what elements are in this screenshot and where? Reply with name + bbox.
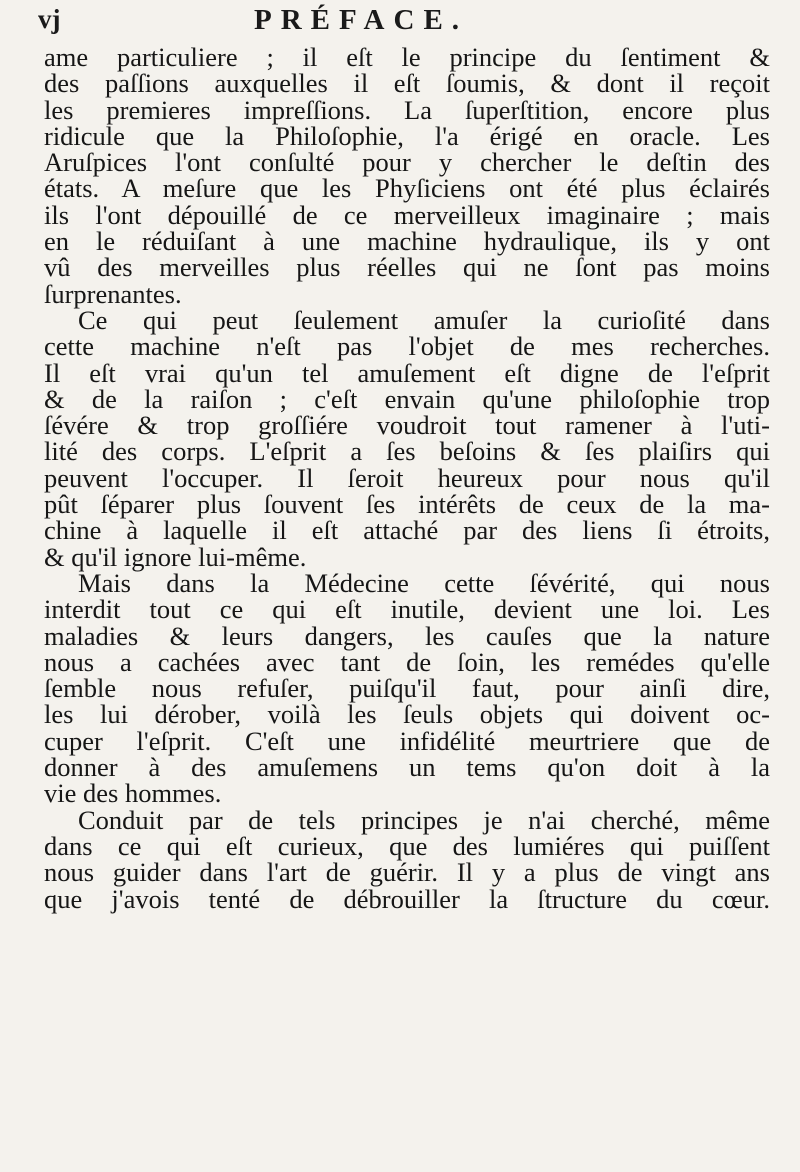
body-text	[44, 44, 770, 912]
text-line: ſévére & trop groſſiére voudroit tout ramener à l'uti-	[44, 410, 770, 441]
paragraph-1	[44, 44, 770, 307]
text-line: ſurprenantes.	[44, 278, 182, 309]
text-line: Il eſt vrai qu'un tel amuſement eſt digne de l'eſprit	[44, 357, 770, 388]
text-line: les premieres impreſſions. La ſuperſtition, encore plus	[44, 94, 770, 125]
text-line: dans ce qui eſt curieux, que des lumiéres qui puiſſent	[44, 830, 770, 861]
text-line: lité des corps. L'eſprit a ſes beſoins & ſes plaiſirs qui	[44, 436, 770, 467]
text-line: en le réduiſant à une machine hydraulique, ils y ont	[44, 226, 770, 257]
text-line: cuper l'eſprit. C'eſt une infidélité meurtriere que de	[44, 725, 770, 756]
text-line: peuvent l'occuper. Il ſeroit heureux pour nous qu'il	[44, 462, 770, 493]
text-line: vie des hommes.	[44, 778, 222, 809]
paragraph-3	[44, 567, 770, 809]
text-line: maladies & leurs dangers, les cauſes que la nature	[44, 620, 770, 651]
running-title: PRÉFACE.	[254, 4, 469, 36]
text-line: nous a cachées avec tant de ſoin, les remédes qu'elle	[44, 646, 770, 677]
paragraph-2	[44, 304, 770, 572]
page-header	[38, 4, 768, 42]
paragraph-4	[44, 804, 770, 914]
text-line: les lui dérober, voilà les ſeuls objets qui doivent oc-	[44, 699, 770, 730]
page-number: vj	[38, 4, 61, 34]
text-line: Mais dans la Médecine cette ſévérité, qui nous	[78, 567, 770, 598]
text-line: Ce qui peut ſeulement amuſer la curioſité dans	[78, 304, 770, 335]
text-line: chine à laquelle il eſt attaché par des liens ſi étroits,	[44, 515, 770, 546]
text-line: ame particuliere ; il eſt le principe du ſentiment &	[44, 42, 770, 72]
text-line: vû des merveilles plus réelles qui ne ſont pas moins	[44, 252, 770, 283]
text-line: & de la raiſon ; c'eſt envain qu'une philoſophie trop	[44, 383, 770, 414]
text-line: cette machine n'eſt pas l'objet de mes recherches.	[44, 331, 770, 362]
text-line: pût ſéparer plus ſouvent ſes intérêts de ceux de la ma-	[44, 489, 770, 520]
text-line: états. A meſure que les Phyſiciens ont été plus éclairés	[44, 173, 770, 204]
text-line: Aruſpices l'ont conſulté pour y chercher le deſtin des	[44, 147, 770, 178]
text-line: & qu'il ignore lui-même.	[44, 541, 307, 572]
text-line: ils l'ont dépouillé de ce merveilleux imaginaire ; mais	[44, 199, 770, 230]
text-line: Conduit par de tels principes je n'ai cherché, même	[78, 804, 770, 835]
text-line: que j'avois tenté de débrouiller la ſtructure du cœur.	[44, 883, 770, 914]
text-line: des paſſions auxquelles il eſt ſoumis, & dont il reçoit	[44, 68, 770, 99]
text-line: interdit tout ce qui eſt inutile, devient une loi. Les	[44, 594, 770, 625]
text-line: ridicule que la Philoſophie, l'a érigé en oracle. Les	[44, 120, 770, 151]
text-line: nous guider dans l'art de guérir. Il y a plus de vingt ans	[44, 857, 770, 888]
text-line: ſemble nous refuſer, puiſqu'il faut, pour ainſi dire,	[44, 673, 770, 704]
text-line: donner à des amuſemens un tems qu'on doit à la	[44, 752, 770, 783]
